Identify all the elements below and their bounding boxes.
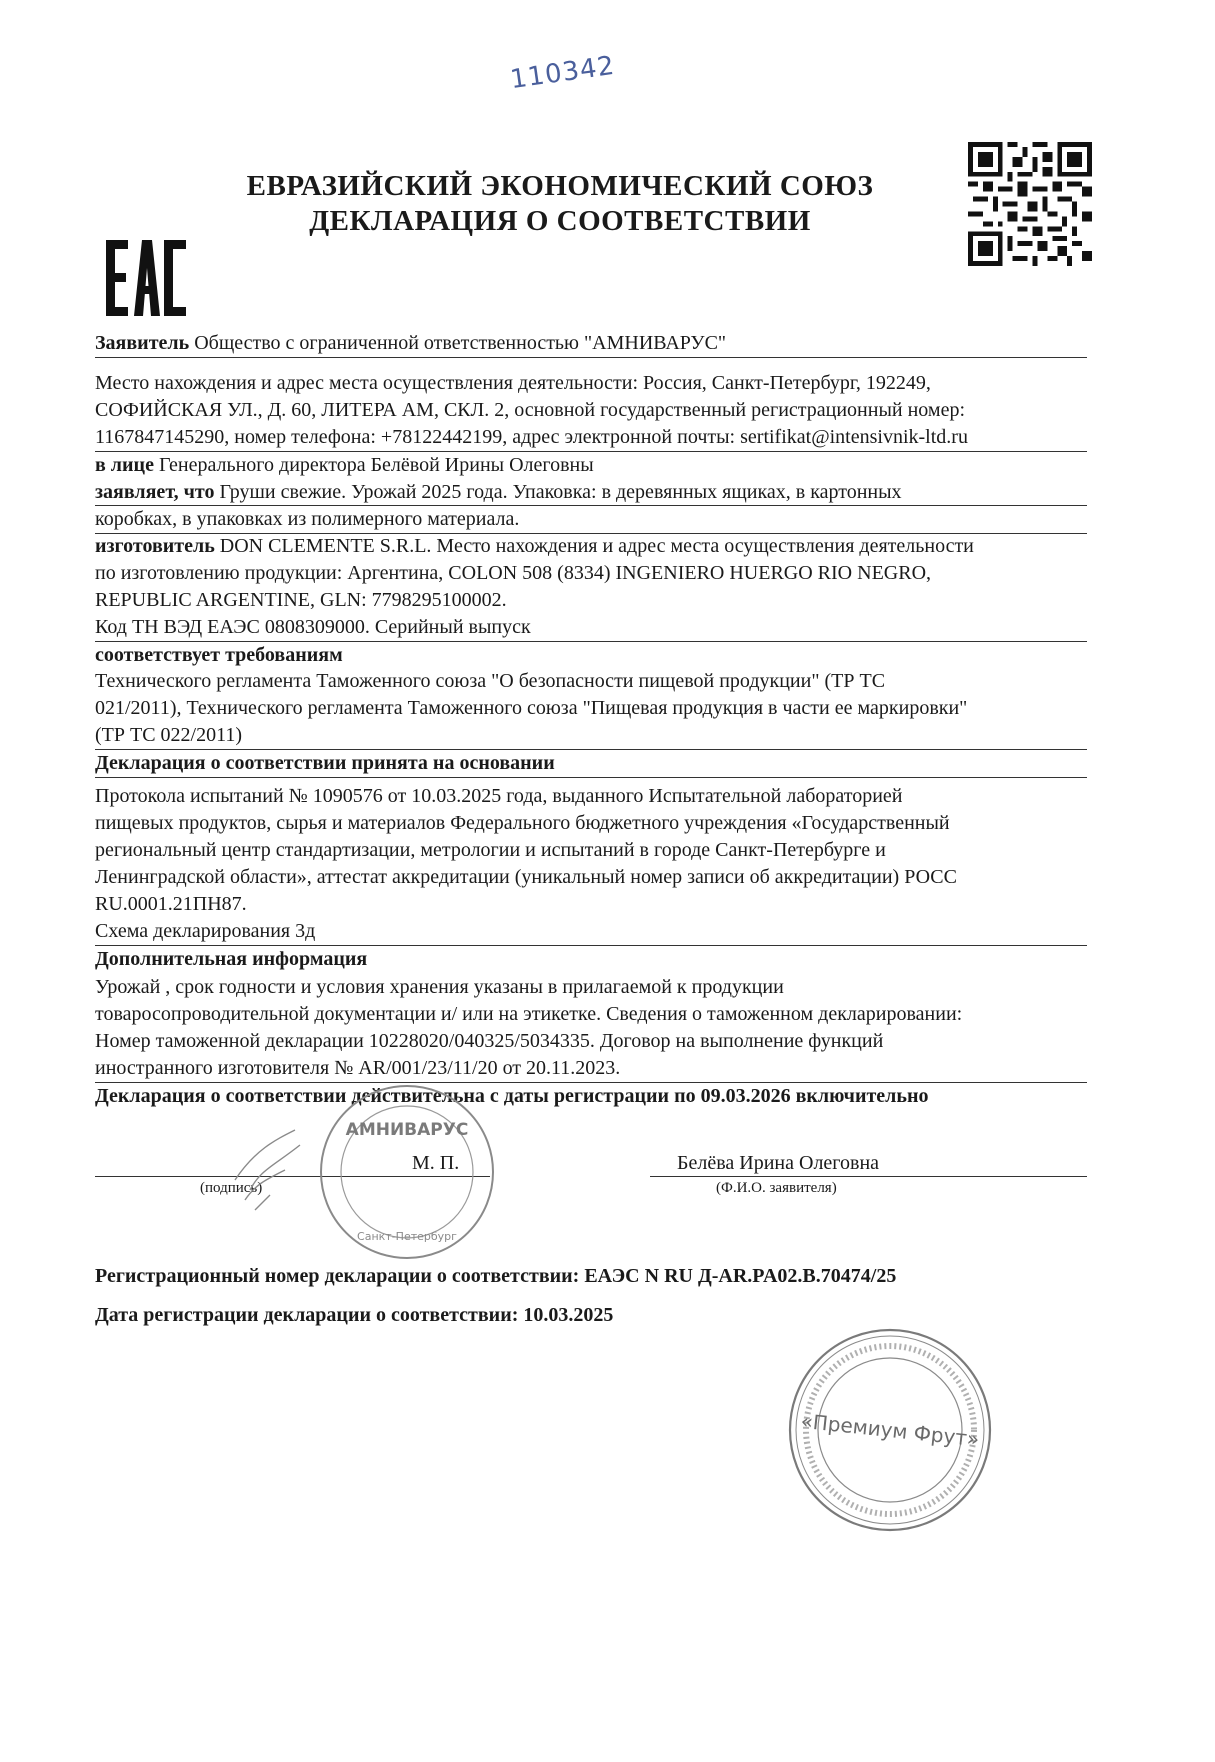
premium-stamp-text: «Премиум Фрут» xyxy=(799,1408,981,1452)
manufacturer-line: DON CLEMENTE S.R.L. Место нахождения и адрес места осуществления деятельности xyxy=(219,535,974,557)
manufacturer-line: REPUBLIC ARGENTINE, GLN: 7798295100002. xyxy=(95,589,507,611)
name-caption: (Ф.И.О. заявителя) xyxy=(716,1180,837,1196)
address-line: 1167847145290, номер телефона: +78122442199, адрес электронной почты: sertifikat@intensivnik-ltd.ru xyxy=(95,424,1087,452)
person-name: Генерального директора Белёвой Ирины Олеговны xyxy=(158,454,594,476)
requirements-line: 021/2011), Технического регламента Таможенного союза "Пищевая продукция в части ее маркировки" xyxy=(95,697,968,719)
document-title: ДЕКЛАРАЦИЯ О СООТВЕТСТВИИ xyxy=(309,205,811,237)
address-line: Место нахождения и адрес места осуществления деятельности: Россия, Санкт-Петербург, 192249, xyxy=(95,372,931,394)
additional-line: Номер таможенной декларации 10228020/040325/5034335. Договор на выполнение функций xyxy=(95,1030,884,1052)
applicant-address xyxy=(95,370,1087,479)
handwritten-number: 110342 xyxy=(508,50,617,96)
scheme-line: Схема декларирования 3д xyxy=(95,918,1087,946)
manufacturer-section xyxy=(95,533,1087,669)
validity-line: Декларация о соответствии действительна с даты регистрации по 09.03.2026 включительно xyxy=(95,1085,929,1107)
address-line: СОФИЙСКАЯ УЛ., Д. 60, ЛИТЕРА АМ, СКЛ. 2, основной государственный регистрационный номер: xyxy=(95,399,965,421)
handwritten-signature xyxy=(215,1110,325,1220)
applicant-name: Общество с ограниченной ответственностью "АМНИВАРУС" xyxy=(194,332,727,354)
additional-heading: Дополнительная информация xyxy=(95,948,368,970)
manufacturer-line: по изготовлению продукции: Аргентина, COLON 508 (8334) INGENIERO HUERGO RIO NEGRO, xyxy=(95,562,932,584)
basis-line: RU.0001.21ПН87. xyxy=(95,893,247,915)
additional-section xyxy=(95,974,1087,1112)
mp-label: М. П. xyxy=(412,1152,460,1174)
manufacturer-label: изготовитель xyxy=(95,535,215,557)
product-line: Груши свежие. Урожай 2025 года. Упаковка: в деревянных ящиках, в картонных xyxy=(219,481,902,503)
eac-logo xyxy=(104,238,188,318)
basis-line: Ленинградской области», аттестат аккредитации (уникальный номер записи об аккредитации) РОСС xyxy=(95,866,957,888)
declares-section xyxy=(95,479,1087,534)
registration-number xyxy=(95,1263,1087,1290)
registration-number-text: Регистрационный номер декларации о соответствии: ЕАЭС N RU Д-AR.PA02.B.70474/25 xyxy=(95,1265,897,1287)
applicant-label: Заявитель xyxy=(95,332,190,354)
basis-heading: Декларация о соответствии принята на основании xyxy=(95,752,555,774)
signature-caption: (подпись) xyxy=(200,1180,263,1196)
product-line: коробках, в упаковках из полимерного материала. xyxy=(95,506,1087,534)
additional-line: Урожай , срок годности и условия хранения указаны в прилагаемой к продукции xyxy=(95,976,784,998)
requirements-line: (ТР ТС 022/2011) xyxy=(95,722,1087,750)
person-label: в лице xyxy=(95,454,154,476)
applicant-signer-name: Белёва Ирина Олеговна xyxy=(677,1152,880,1174)
basis-section xyxy=(95,783,1087,973)
basis-line: региональный центр стандартизации, метрологии и испытаний в городе Санкт-Петербурге и xyxy=(95,839,886,861)
premium-fruit-stamp xyxy=(785,1325,995,1535)
applicant-section xyxy=(95,330,1087,358)
basis-line: Протокола испытаний № 1090576 от 10.03.2025 года, выданного Испытательной лабораторией xyxy=(95,785,903,807)
hs-code-line: Код ТН ВЭД ЕАЭС 0808309000. Серийный выпуск xyxy=(95,614,1087,642)
company-stamp xyxy=(315,1080,500,1265)
declares-label: заявляет, что xyxy=(95,481,215,503)
basis-line: пищевых продуктов, сырья и материалов Федерального бюджетного учреждения «Государственный xyxy=(95,812,950,834)
requirements-section xyxy=(95,668,1087,778)
additional-line: иностранного изготовителя № AR/001/23/11/20 от 20.11.2023. xyxy=(95,1055,1087,1083)
union-title: ЕВРАЗИЙСКИЙ ЭКОНОМИЧЕСКИЙ СОЮЗ xyxy=(246,170,874,202)
qr-code-icon xyxy=(968,142,1092,266)
company-stamp-city: Санкт-Петербург xyxy=(357,1230,457,1243)
registration-date-text: Дата регистрации декларации о соответствии: 10.03.2025 xyxy=(95,1304,614,1326)
company-stamp-text: АМНИВАРУС xyxy=(345,1120,469,1140)
requirements-line: Технического регламента Таможенного союза "О безопасности пищевой продукции" (ТР ТС xyxy=(95,670,886,692)
additional-line: товаросопроводительной документации и/ или на этикетке. Сведения о таможенном декларировании: xyxy=(95,1003,963,1025)
requirements-heading: соответствует требованиям xyxy=(95,644,343,666)
